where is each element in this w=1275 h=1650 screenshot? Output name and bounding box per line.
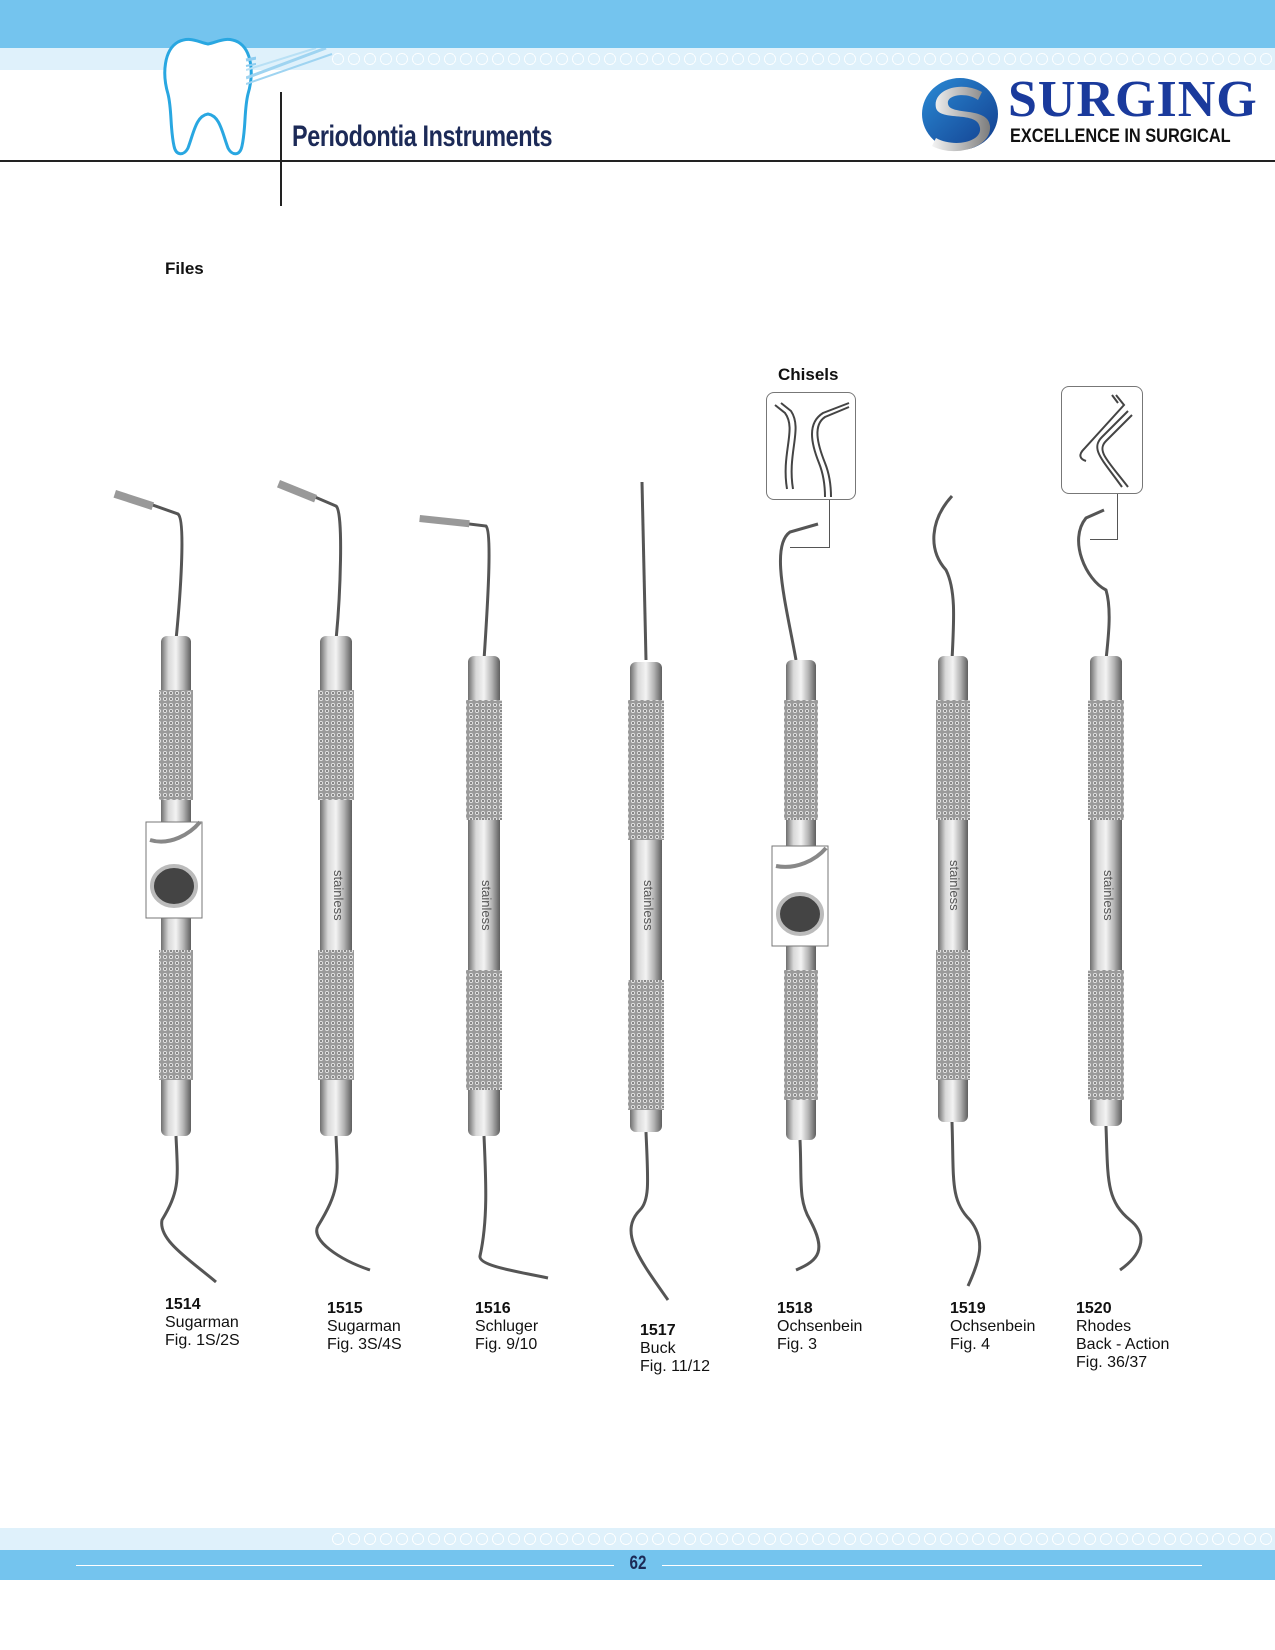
instrument-subname: Back - Action	[1076, 1336, 1170, 1353]
handle-engraving-1515: stainless	[331, 870, 346, 921]
instrument-1518	[772, 524, 828, 1270]
instrument-name: Ochsenbein	[950, 1318, 1036, 1335]
instrument-fig: Fig. 3	[777, 1336, 818, 1353]
instrument-1515	[277, 480, 370, 1270]
section-label-chisels: Chisels	[778, 365, 839, 384]
instrument-1519	[934, 496, 980, 1286]
instrument-name: Sugarman	[165, 1314, 239, 1331]
catalog-number: 1518	[777, 1300, 813, 1317]
section-label-files: Files	[165, 259, 204, 278]
instrument-fig: Fig. 1S/2S	[165, 1332, 240, 1349]
instrument-name: Sugarman	[327, 1318, 401, 1335]
catalog-number: 1514	[165, 1296, 201, 1313]
footer-rule-right	[662, 1565, 1202, 1566]
instrument-1520	[1079, 510, 1141, 1270]
svg-text:stainless: stainless	[1101, 870, 1116, 921]
instrument-fig: Fig. 11/12	[640, 1358, 710, 1375]
catalog-number: 1517	[640, 1322, 676, 1339]
instrument-name: Ochsenbein	[777, 1318, 863, 1335]
catalog-number: 1516	[475, 1300, 511, 1317]
footer-rule-left	[76, 1565, 614, 1566]
instrument-1516	[419, 515, 548, 1278]
svg-text:stainless: stainless	[947, 860, 962, 911]
instrument-fig: Fig. 4	[950, 1336, 991, 1353]
caption-1517	[640, 1322, 710, 1376]
instrument-name: Schluger	[475, 1318, 539, 1335]
caption-1514	[165, 1296, 240, 1350]
instrument-fig: Fig. 36/37	[1076, 1354, 1148, 1371]
catalog-number: 1515	[327, 1300, 363, 1317]
caption-1515	[327, 1300, 402, 1354]
caption-1519	[950, 1300, 1035, 1354]
instrument-name: Rhodes	[1076, 1318, 1132, 1335]
instrument-fig: Fig. 9/10	[475, 1336, 538, 1353]
caption-1520	[1076, 1300, 1169, 1372]
caption-1518	[777, 1300, 862, 1354]
catalog-number: 1519	[950, 1300, 986, 1317]
page-number: 62	[622, 1553, 654, 1575]
footer-band-light	[0, 1528, 1275, 1550]
svg-text:stainless: stainless	[479, 880, 494, 931]
caption-1516	[475, 1300, 538, 1354]
footer-ring-pattern	[330, 1531, 1275, 1547]
instrument-1514	[114, 490, 216, 1282]
page-title: Periodontia Instruments	[292, 120, 553, 153]
catalog-number: 1520	[1076, 1300, 1112, 1317]
instrument-name: Buck	[640, 1340, 676, 1357]
brand-tagline: EXCELLENCE IN SURGICAL	[1010, 126, 1231, 147]
instrument-1517	[628, 482, 668, 1300]
instrument-fig: Fig. 3S/4S	[327, 1336, 402, 1353]
brand-name: SURGING	[1008, 71, 1258, 128]
svg-text:stainless: stainless	[641, 880, 656, 931]
